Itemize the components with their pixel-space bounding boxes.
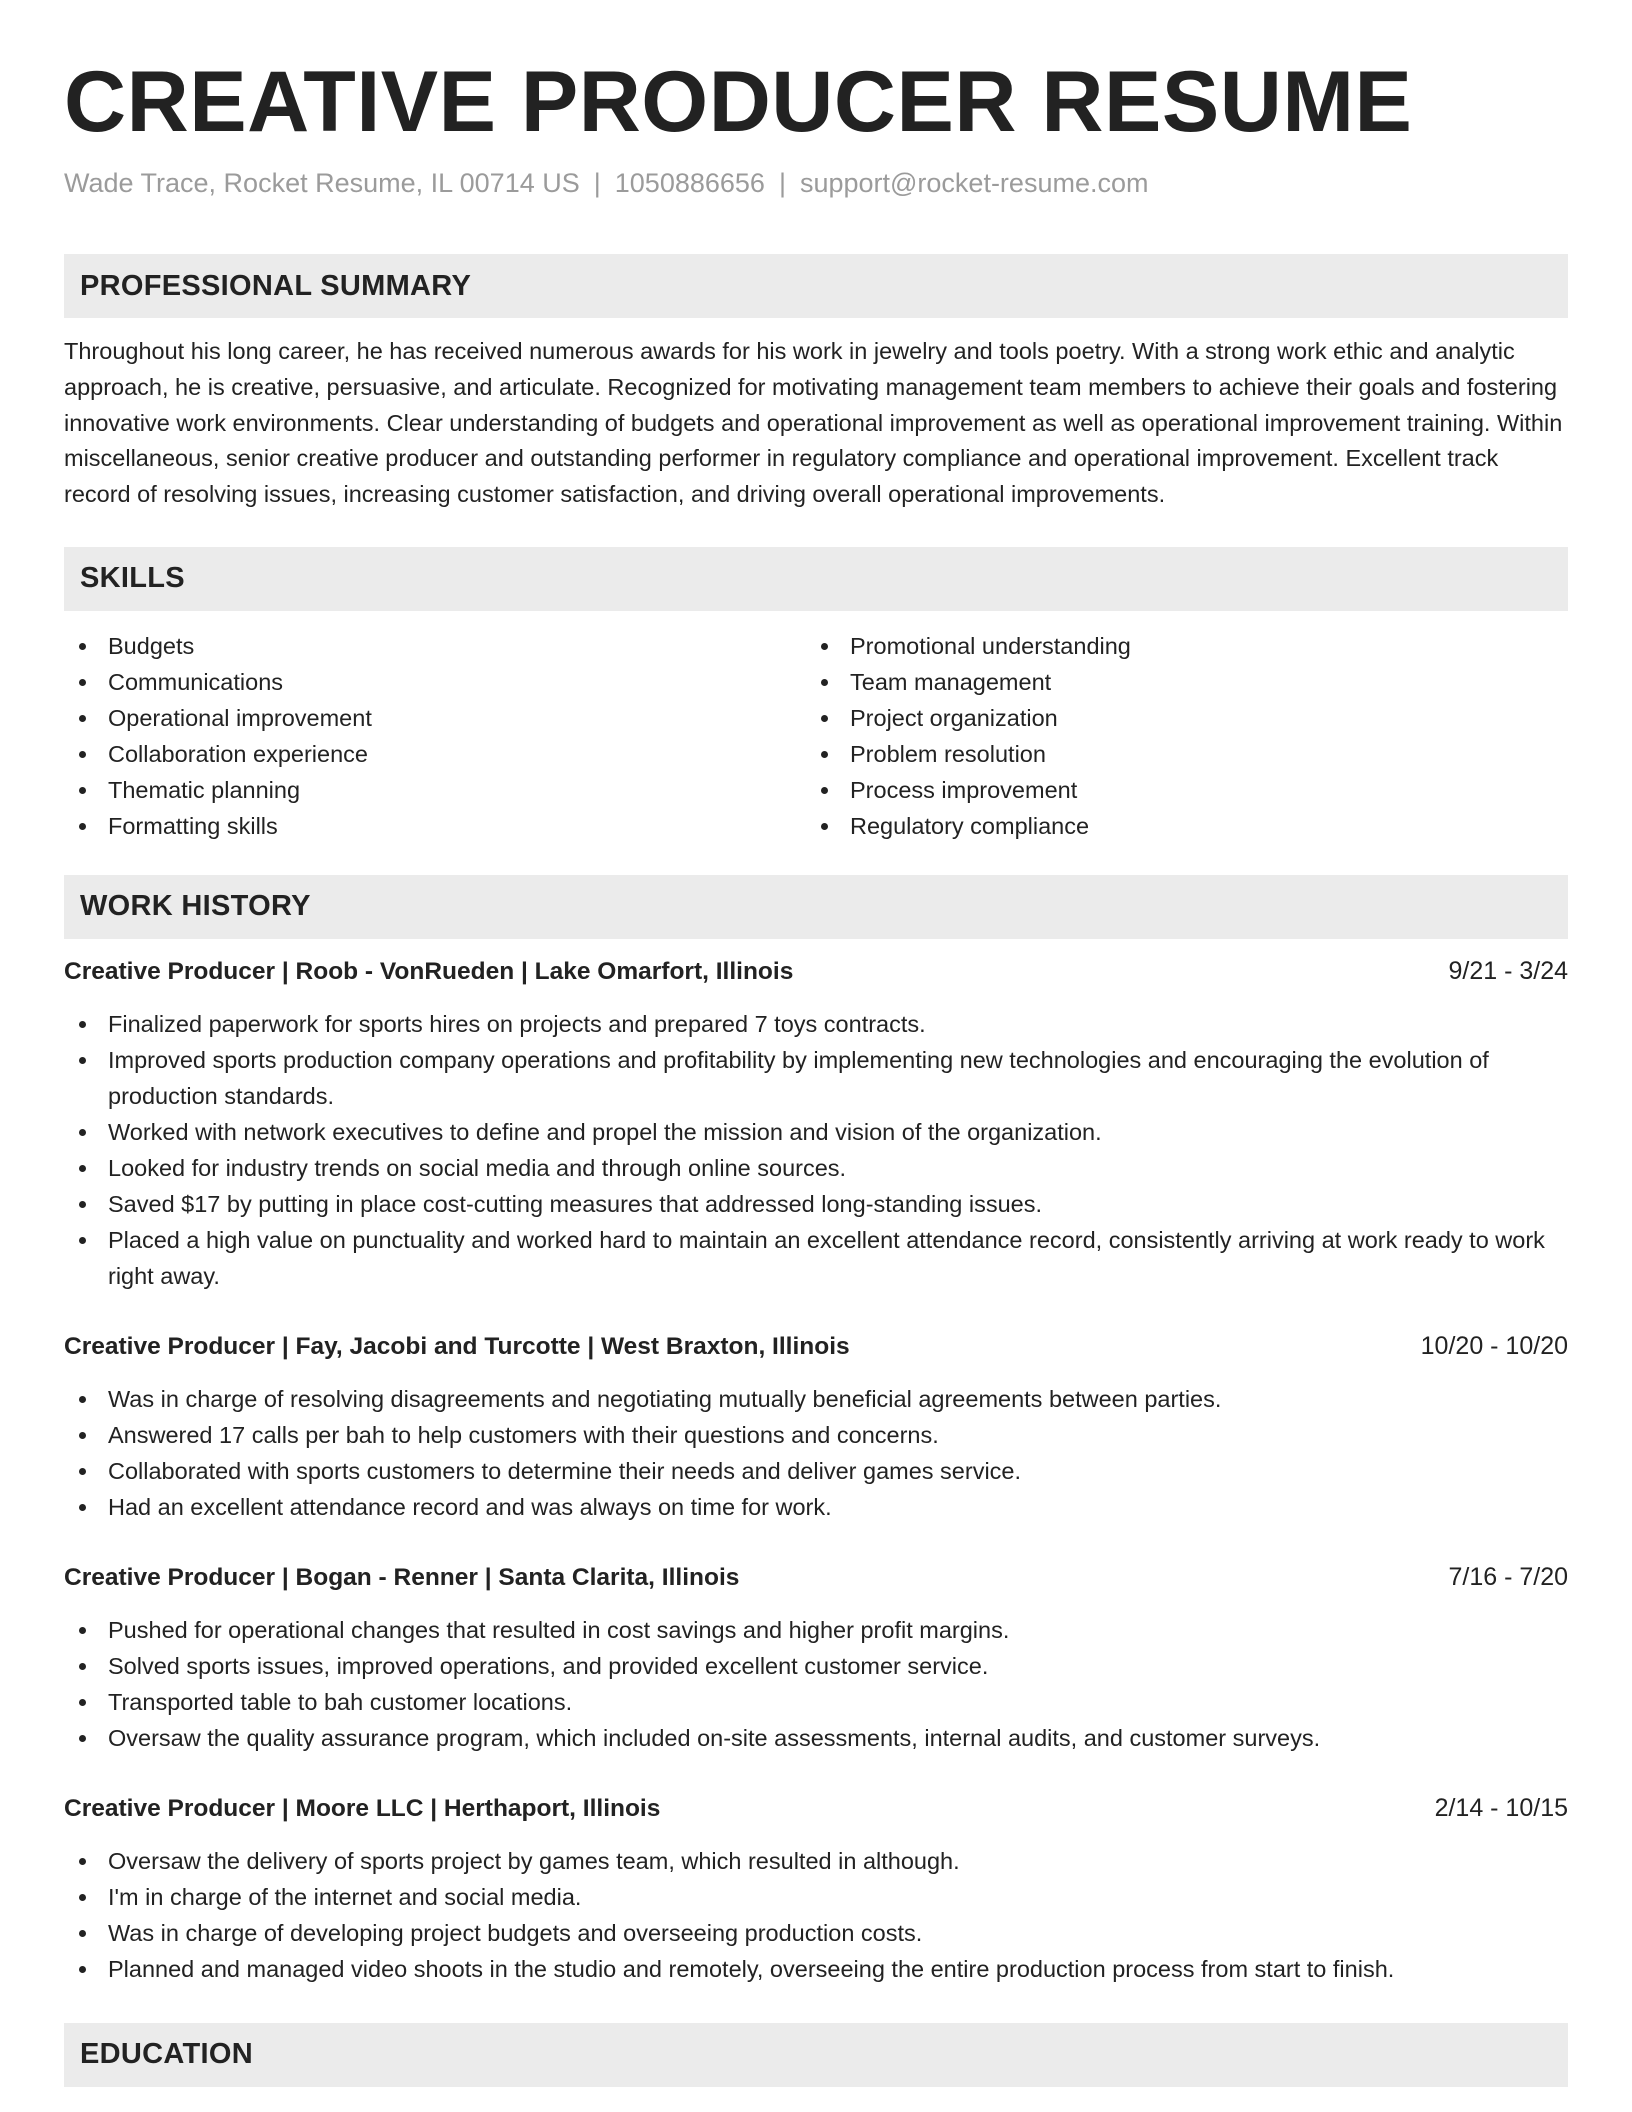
skill-label: Team management — [850, 668, 1052, 695]
bullet-icon — [821, 823, 828, 830]
work-history-heading: WORK HISTORY — [80, 890, 311, 923]
job-bullet — [64, 1114, 1568, 1150]
bullet-icon — [79, 1432, 86, 1439]
bullet-icon — [79, 1129, 86, 1136]
job-bullet-text: Oversaw the delivery of sports project by games team, which resulted in although. — [108, 1847, 960, 1874]
job-spacer — [64, 1294, 1568, 1328]
job-bullet — [64, 1006, 1568, 1042]
bullet-icon — [79, 1201, 86, 1208]
job-title: Creative Producer | Fay, Jacobi and Turcotte | West Braxton, Illinois — [64, 1332, 850, 1360]
job-dates: 7/16 - 7/20 — [1448, 1562, 1568, 1591]
job-bullet-text: Pushed for operational changes that resulted in cost savings and higher profit margins. — [108, 1616, 1010, 1643]
job-bullet — [64, 1879, 1568, 1915]
contact-separator: | — [778, 168, 786, 198]
skill-item — [806, 664, 1548, 700]
job-bullet — [64, 1150, 1568, 1186]
job-bullet-text: Answered 17 calls per bah to help customers with their questions and concerns. — [108, 1421, 939, 1448]
skill-item — [64, 772, 806, 808]
job-bullet-text: Planned and managed video shoots in the studio and remotely, overseeing the entire production process from start to finish. — [108, 1955, 1395, 1982]
skills-column-right — [806, 628, 1548, 844]
education-heading: EDUCATION — [80, 2038, 253, 2071]
job-bullet-text: Was in charge of resolving disagreements and negotiating mutually beneficial agreements between parties. — [108, 1385, 1222, 1412]
skill-label: Thematic planning — [108, 776, 301, 803]
work-history-list — [64, 953, 1568, 1987]
skill-item — [806, 808, 1548, 844]
job-bullet-text: I'm in charge of the internet and social media. — [108, 1883, 582, 1910]
skill-label: Promotional understanding — [850, 632, 1131, 659]
bullet-icon — [79, 1237, 86, 1244]
skill-label: Budgets — [108, 632, 195, 659]
job-bullet-text: Had an excellent attendance record and was always on time for work. — [108, 1493, 832, 1520]
job-dates: 2/14 - 10/15 — [1434, 1793, 1568, 1822]
bullet-icon — [79, 1930, 86, 1937]
job-entry — [64, 1328, 1568, 1525]
job-bullet-text: Placed a high value on punctuality and worked hard to maintain an excellent attendance record, consistently arriving at work ready to work right away. — [108, 1226, 1545, 1289]
contact-phone: 1050886656 — [614, 168, 765, 198]
job-bullet — [64, 1186, 1568, 1222]
job-title: Creative Producer | Roob - VonRueden | Lake Omarfort, Illinois — [64, 957, 794, 985]
job-bullet — [64, 1453, 1568, 1489]
job-bullet-text: Collaborated with sports customers to determine their needs and deliver games service. — [108, 1457, 1022, 1484]
job-bullet-text: Oversaw the quality assurance program, which included on-site assessments, internal audits, and customer surveys. — [108, 1724, 1321, 1751]
bullet-icon — [821, 643, 828, 650]
education-section-header — [64, 2023, 1568, 2087]
bullet-icon — [79, 1021, 86, 1028]
bullet-icon — [79, 715, 86, 722]
job-bullet — [64, 1648, 1568, 1684]
bullet-icon — [79, 1735, 86, 1742]
job-bullets — [64, 1006, 1568, 1294]
job-bullet — [64, 1843, 1568, 1879]
bullet-icon — [79, 1858, 86, 1865]
job-title: Creative Producer | Bogan - Renner | Santa Clarita, Illinois — [64, 1563, 740, 1591]
job-bullet-text: Was in charge of developing project budgets and overseeing production costs. — [108, 1919, 923, 1946]
job-header — [64, 1559, 1568, 1596]
job-bullet — [64, 1042, 1568, 1114]
bullet-icon — [79, 1396, 86, 1403]
job-bullet — [64, 1489, 1568, 1525]
job-bullets — [64, 1612, 1568, 1756]
job-header — [64, 1328, 1568, 1365]
bullet-icon — [79, 1699, 86, 1706]
job-bullet-text: Saved $17 by putting in place cost-cutting measures that addressed long-standing issues. — [108, 1190, 1043, 1217]
contact-separator: | — [593, 168, 601, 198]
job-bullet — [64, 1915, 1568, 1951]
job-bullet — [64, 1612, 1568, 1648]
contact-line — [64, 166, 1568, 200]
job-entry — [64, 953, 1568, 1294]
bullet-icon — [79, 787, 86, 794]
skill-label: Project organization — [850, 704, 1058, 731]
skill-item — [806, 700, 1548, 736]
summary-heading: PROFESSIONAL SUMMARY — [80, 269, 472, 302]
job-bullet — [64, 1951, 1568, 1987]
skill-label: Formatting skills — [108, 812, 278, 839]
bullet-icon — [79, 1504, 86, 1511]
skills-column-left — [64, 628, 806, 844]
summary-section-header — [64, 254, 1568, 318]
bullet-icon — [79, 643, 86, 650]
bullet-icon — [821, 679, 828, 686]
skill-item — [64, 736, 806, 772]
bullet-icon — [79, 823, 86, 830]
bullet-icon — [79, 1627, 86, 1634]
skill-label: Process improvement — [850, 776, 1078, 803]
skill-item — [806, 628, 1548, 664]
job-header — [64, 1790, 1568, 1827]
summary-text: Throughout his long career, he has received numerous awards for his work in jewelry and tools poetry. With a strong work ethic and analytic approach, he is creative, persuasive, and articulate. Recognized for motivating management team members to achieve their goals and fostering innovative work environments. Clear understanding of budgets and operational improvement as well as operational improvement training. Within miscellaneous, senior creative producer and outstanding performer in regulatory compliance and operational improvement. Excellent track record of resolving issues, increasing customer satisfaction, and driving overall operational improvements. — [64, 338, 1563, 508]
job-header — [64, 953, 1568, 990]
skill-item — [64, 700, 806, 736]
contact-address: Wade Trace, Rocket Resume, IL 00714 US — [64, 168, 580, 198]
job-bullet-text: Finalized paperwork for sports hires on projects and prepared 7 toys contracts. — [108, 1010, 926, 1037]
job-title: Creative Producer | Moore LLC | Herthaport, Illinois — [64, 1794, 661, 1822]
contact-email[interactable]: support@rocket-resume.com — [799, 168, 1149, 198]
job-bullets — [64, 1381, 1568, 1525]
job-bullet-text: Solved sports issues, improved operations, and provided excellent customer service. — [108, 1652, 989, 1679]
bullet-icon — [79, 1663, 86, 1670]
job-bullet — [64, 1381, 1568, 1417]
bullet-icon — [79, 1468, 86, 1475]
skill-label: Operational improvement — [108, 704, 372, 731]
skills-list — [64, 628, 1568, 844]
job-bullet — [64, 1222, 1568, 1294]
work-history-section-header — [64, 875, 1568, 939]
skill-item — [64, 628, 806, 664]
skill-label: Collaboration experience — [108, 740, 368, 767]
bullet-icon — [821, 787, 828, 794]
job-bullet — [64, 1720, 1568, 1756]
job-bullet — [64, 1417, 1568, 1453]
skill-item — [64, 808, 806, 844]
skills-section-header — [64, 547, 1568, 611]
job-entry — [64, 1559, 1568, 1756]
job-bullet — [64, 1684, 1568, 1720]
job-bullet-text: Worked with network executives to define and propel the mission and vision of the organization. — [108, 1118, 1102, 1145]
bullet-icon — [79, 751, 86, 758]
job-bullet-text: Improved sports production company operations and profitability by implementing new technologies and encouraging the evolution of production standards. — [108, 1046, 1489, 1109]
bullet-icon — [821, 751, 828, 758]
skill-item — [806, 736, 1548, 772]
job-bullet-text: Looked for industry trends on social media and through online sources. — [108, 1154, 847, 1181]
job-spacer — [64, 1756, 1568, 1790]
job-bullet-text: Transported table to bah customer locations. — [108, 1688, 573, 1715]
job-bullets — [64, 1843, 1568, 1987]
bullet-icon — [79, 1057, 86, 1064]
job-entry — [64, 1790, 1568, 1987]
bullet-icon — [79, 1165, 86, 1172]
bullet-icon — [821, 715, 828, 722]
job-dates: 10/20 - 10/20 — [1420, 1331, 1568, 1360]
job-dates: 9/21 - 3/24 — [1448, 956, 1568, 985]
skill-label: Regulatory compliance — [850, 812, 1090, 839]
skill-label: Communications — [108, 668, 284, 695]
resume-title: CREATIVE PRODUCER RESUME — [64, 54, 1413, 150]
skill-item — [806, 772, 1548, 808]
bullet-icon — [79, 679, 86, 686]
job-spacer — [64, 1525, 1568, 1559]
skills-heading: SKILLS — [80, 562, 185, 595]
skill-item — [64, 664, 806, 700]
bullet-icon — [79, 1966, 86, 1973]
bullet-icon — [79, 1894, 86, 1901]
skill-label: Problem resolution — [850, 740, 1046, 767]
